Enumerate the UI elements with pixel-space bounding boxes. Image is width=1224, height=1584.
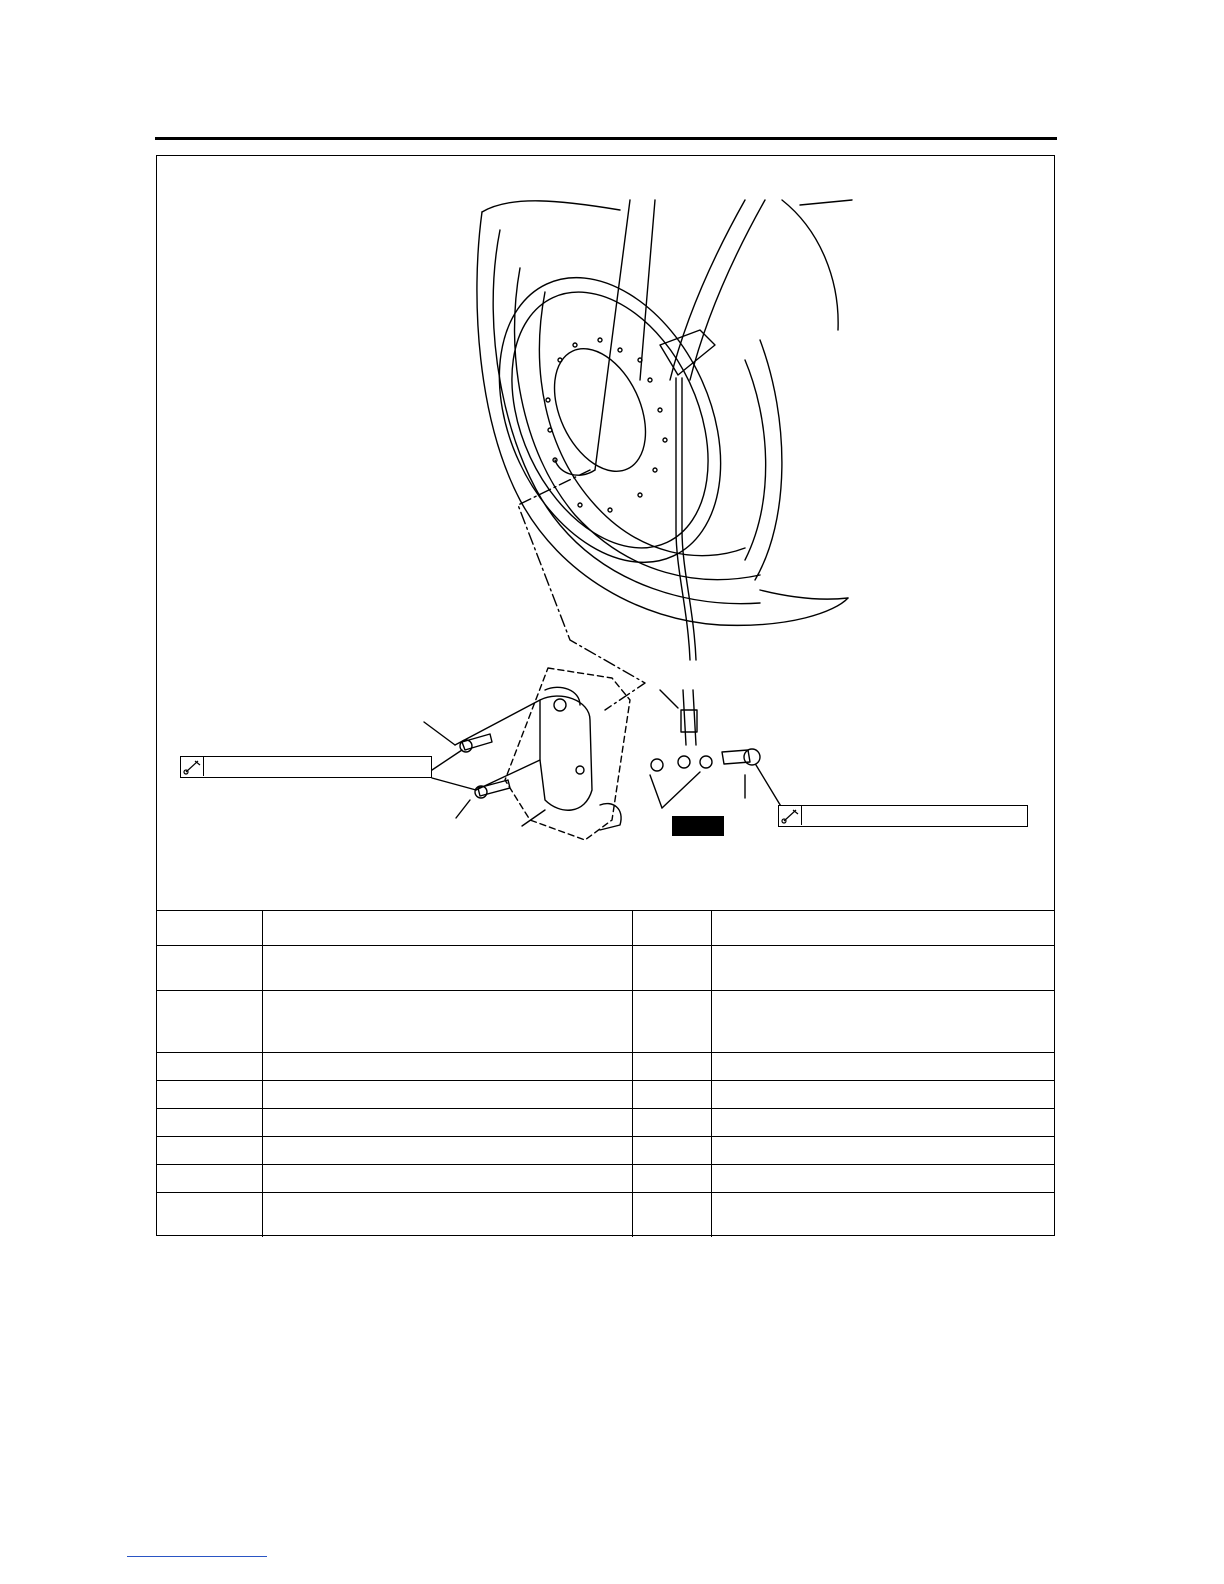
table-cell: [157, 991, 262, 1053]
table-cell: [157, 1053, 262, 1081]
table-cell: [157, 1193, 262, 1237]
table-cell: [711, 1137, 1054, 1165]
table-cell: [157, 1165, 262, 1193]
table-cell: [157, 1109, 262, 1137]
table-cell: [632, 1137, 711, 1165]
table-cell: [632, 1165, 711, 1193]
table-row: [157, 1193, 1054, 1237]
table-row: [157, 1053, 1054, 1081]
header-cell: [262, 911, 632, 946]
table-cell: [157, 1137, 262, 1165]
table-cell: [711, 1165, 1054, 1193]
header-rule: [155, 137, 1057, 140]
footer-link-underline[interactable]: [127, 1556, 267, 1557]
table-cell: [632, 1081, 711, 1109]
table-cell: [632, 1053, 711, 1081]
brake-hose-drawing: [676, 378, 697, 768]
header-cell: [632, 911, 711, 946]
torque-wrench-icon: [181, 757, 204, 776]
table-cell: [262, 946, 632, 991]
callout-leaders: [424, 690, 782, 826]
table-cell: [711, 1053, 1054, 1081]
header-cell: [157, 911, 262, 946]
caliper-drawing: [505, 668, 630, 840]
table-row: [157, 1165, 1054, 1193]
table-cell: [632, 1193, 711, 1237]
table-cell: [262, 1053, 632, 1081]
table-cell: [262, 1193, 632, 1237]
table-cell: [262, 1081, 632, 1109]
table-cell: [262, 1109, 632, 1137]
table-cell: [262, 991, 632, 1053]
table-row: [157, 946, 1054, 991]
table-cell: [157, 946, 262, 991]
torque-spec-right: [778, 805, 1028, 827]
union-bolt-drawing: [651, 749, 760, 771]
torque-spec-left: [180, 756, 432, 778]
header-cell: [711, 911, 1054, 946]
torque-wrench-icon: [779, 806, 802, 825]
table-row: [157, 1109, 1054, 1137]
table-cell: [632, 946, 711, 991]
table-cell: [262, 1165, 632, 1193]
parts-table: [157, 910, 1054, 1237]
exploded-view-figure: [158, 158, 1053, 908]
front-wheel-drawing: [477, 200, 852, 625]
table-row: [157, 991, 1054, 1053]
table-cell: [711, 1081, 1054, 1109]
table-cell: [632, 991, 711, 1053]
table-cell: [262, 1137, 632, 1165]
table-cell: [632, 1109, 711, 1137]
table-row: [157, 1081, 1054, 1109]
new-part-badge: [672, 816, 724, 836]
table-cell: [157, 1081, 262, 1109]
table-cell: [711, 1193, 1054, 1237]
table-cell: [711, 991, 1054, 1053]
table-row: [157, 1137, 1054, 1165]
table-cell: [711, 1109, 1054, 1137]
table-cell: [711, 946, 1054, 991]
table-header-row: [157, 911, 1054, 946]
